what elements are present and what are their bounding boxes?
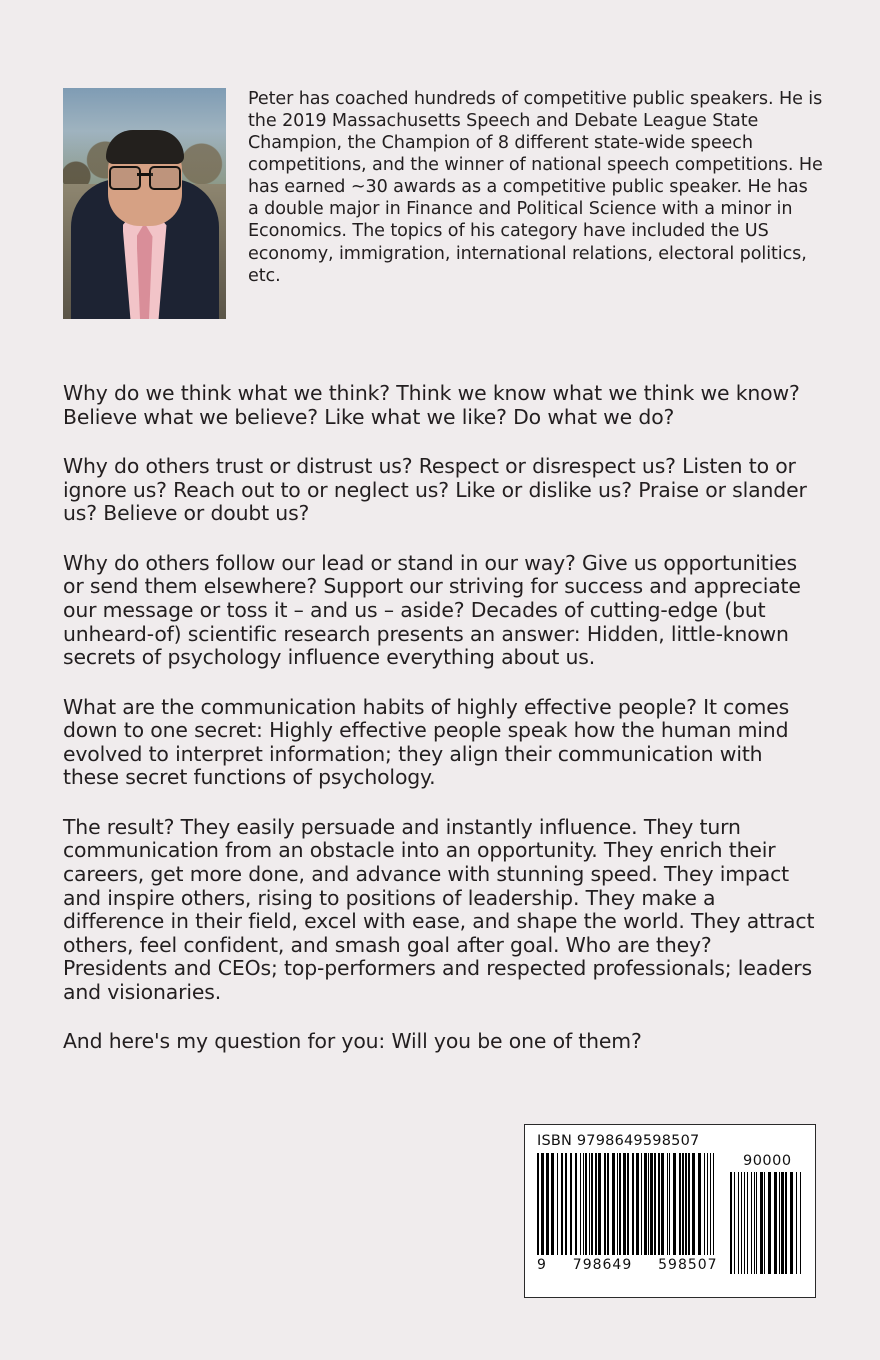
copy-paragraph: What are the communication habits of highly effective people? It comes down to one secret: Highly effective people speak how the human mind evolved to interpret information; they align their communication with these secret functions of psychology. — [63, 694, 790, 790]
copy-paragraph: And here's my question for you: Will you be one of them? — [63, 1029, 642, 1054]
photo-hair — [106, 130, 184, 164]
copy-paragraph: The result? They easily persuade and instantly influence. They turn communication from an obstacle into an opportunity. They enrich their careers, get more done, and advance with stunning speed. They impact and inspire others, rising to positions of leadership. They make a difference in their field, excel with ease, and shape the world. They attract others, feel confident, and smash goal after goal. Who are they? Presidents and CEOs; top-performers and respected professionals; leaders and visionaries. — [63, 814, 815, 1004]
copy-paragraph: Why do we think what we think? Think we know what we think we know? Believe what we believe? Like what we like? Do what we do? — [63, 381, 800, 429]
glasses-right-lens — [149, 166, 181, 190]
glasses-left-lens — [109, 166, 141, 190]
barcode-bars-addon — [730, 1172, 805, 1274]
isbn-barcode-block — [524, 1124, 816, 1298]
copy-paragraph: Why do others follow our lead or stand in our way? Give us opportunities or send them elsewhere? Support our striving for success and appreciate our message or toss it – and us – aside? Decades of cutting-edge (but unheard-of) scientific research presents an answer: Hidden, little-known secrets of psychology influence everything about us. — [63, 550, 801, 670]
glasses-icon — [109, 166, 181, 186]
isbn-label: ISBN 9798649598507 — [537, 1133, 700, 1149]
barcode-main — [537, 1153, 718, 1273]
copy-paragraph: Why do others trust or distrust us? Respect or disrespect us? Listen to or ignore us? Reach out to or neglect us? Like or dislike us? Praise or slander us? Believe or doubt us? — [63, 454, 807, 526]
barcode-bars-main — [537, 1153, 718, 1255]
barcode-digit-left: 9 — [537, 1257, 547, 1273]
back-cover-copy — [63, 382, 821, 1054]
barcode-row — [537, 1153, 805, 1285]
barcode-digit-mid: 798649 — [572, 1257, 633, 1273]
barcode-digits — [537, 1257, 718, 1273]
barcode-addon — [730, 1153, 805, 1274]
barcode-addon-value: 90000 — [742, 1153, 792, 1169]
author-block — [63, 88, 823, 319]
author-bio-text: Peter has coached hundreds of competitive public speakers. He is the 2019 Massachusetts Speech and Debate League State Champion, the Champion of 8 different state-wide speech competitions, and the winner of national speech competitions. He has earned ~30 awards as a competitive public speaker. He has a double major in Finance and Political Science with a minor in Economics. The topics of his category have included the US economy, immigration, international relations, electoral politics, etc. — [248, 89, 823, 286]
barcode-digit-right: 598507 — [658, 1257, 718, 1273]
author-portrait-photo — [63, 88, 226, 319]
